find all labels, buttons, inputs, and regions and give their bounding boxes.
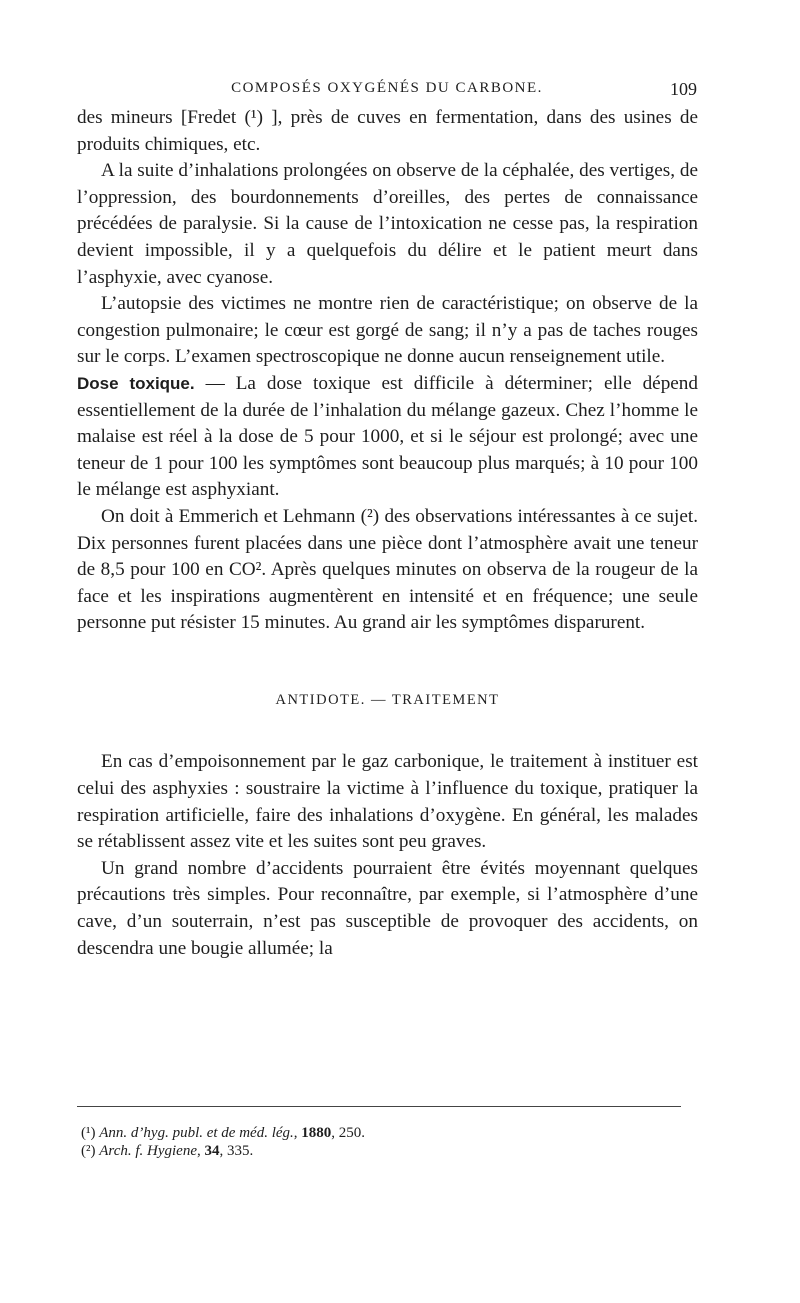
page-number: 109 xyxy=(670,79,697,99)
footnote-page: , 250. xyxy=(331,1125,366,1141)
paragraph-precautions: Un grand nombre d’accidents pourraient être évités moyennant quelques précautions très simples. Pour reconnaître, par exemple, si l’atmosphère d’une cave, d’un souterrain, n’est pas susceptible de provoquer des accidents, on descendra une bougie allumée; la xyxy=(77,857,698,959)
paragraph-autopsy: L’autopsie des victimes ne montre rien de caractéristique; on observe de la congestion pulmonaire; le cœur est gorgé de sang; il n’y a pas de taches rouges sur le corps. L’examen spectroscopique ne donne aucun renseignement utile. xyxy=(77,293,698,368)
footnote-1: (¹) Ann. d’hyg. publ. et de méd. lég., 1880, 250. xyxy=(81,1125,366,1141)
paragraph-treatment: En cas d’empoisonnement par le gaz carbonique, le traitement à instituer est celui des asphyxies : soustraire la victime à l’influence du toxique, pratiquer la respiration artificielle, faire des inhalations d’oxygène. En général, les malades se rétablissent assez vite et les suites sont peu graves. xyxy=(77,751,698,853)
dose-text: — La dose toxique est difficile à déterminer; elle dépend essentiellement de la durée de l’inhalation du mélange gazeux. Chez l’homme le malaise est réel à la dose de 5 pour 1000, et si le séjour est prolongé; avec une teneur de 1 pour 100 les symptômes sont beaucoup plus marqués; à 10 pour 100 le mélange est asphyxiant. xyxy=(77,372,698,501)
section-heading: ANTIDOTE. — TRAITEMENT xyxy=(275,691,500,708)
paragraph-emmerich: On doit à Emmerich et Lehmann (²) des observations intéressantes à ce sujet. Dix personnes furent placées dans une pièce dont l’atmosphère avait une teneur de 8,5 pour 100 en CO². Après quelques minutes on observa de la rougeur de la face et les inspirations augmentèrent en intensité et en fréquence; une seule personne put résister 15 minutes. Au grand air les symptômes disparurent. xyxy=(77,505,698,634)
body-text xyxy=(77,105,698,962)
paragraph-symptoms: A la suite d’inhalations prolongées on observe de la céphalée, des vertiges, de l’oppression, des bourdonnements d’oreilles, des pertes de connaissance précédées de paralysie. Si la cause de l’intoxication ne cesse pas, la respiration devient impossible, il y a quelquefois du délire et le patient meurt dans l’asphyxie, avec cyanose. xyxy=(77,160,698,288)
footnote-page: , 335. xyxy=(219,1143,254,1159)
footnote-volume: 1880 xyxy=(301,1125,332,1141)
footnote-volume: 34 xyxy=(204,1143,220,1159)
paragraph-continuation: des mineurs [Fredet (¹) ], près de cuves en fermentation, dans des usines de produits chimiques, etc. xyxy=(77,107,698,155)
running-head xyxy=(77,80,697,104)
footnote-source: Arch. f. Hygiene xyxy=(99,1143,197,1159)
running-title: COMPOSÉS OXYGÉNÉS DU CARBONE. xyxy=(231,80,543,96)
paragraph-dose xyxy=(77,371,698,504)
footnote-rule xyxy=(77,1106,681,1107)
footnotes xyxy=(81,1124,681,1160)
footnote-2: (²) Arch. f. Hygiene, 34, 335. xyxy=(81,1143,254,1159)
footnote-source: Ann. d’hyg. publ. et de méd. lég. xyxy=(99,1125,294,1141)
dose-heading: Dose toxique. xyxy=(77,373,195,393)
footnote-mark: (²) xyxy=(81,1143,96,1159)
footnote-mark: (¹) xyxy=(81,1125,96,1141)
